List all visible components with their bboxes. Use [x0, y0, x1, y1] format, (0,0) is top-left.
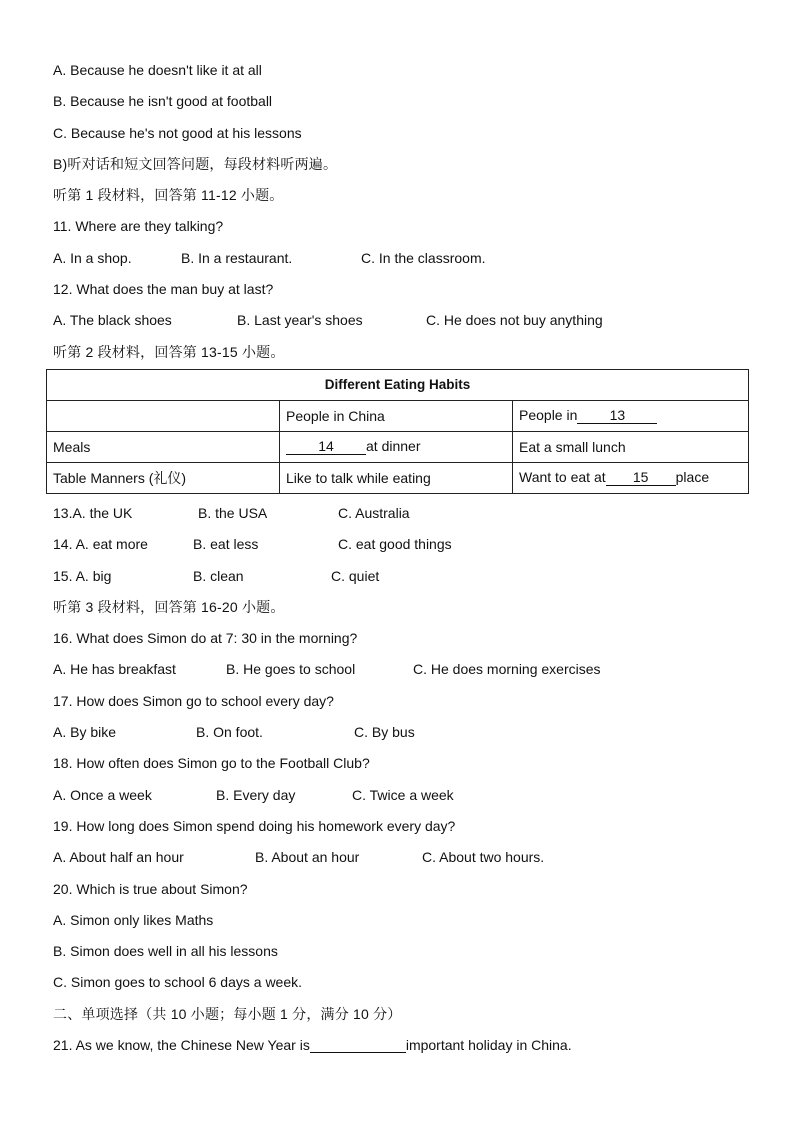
- q19-option-b: B. About an hour: [255, 849, 360, 866]
- q11-option-a: A. In a shop.: [53, 249, 132, 266]
- table-title-row: [47, 369, 749, 400]
- q18-options: [53, 780, 753, 811]
- row-manners-other-prefix: Want to eat at: [519, 469, 606, 486]
- row-meals-china-suffix: at dinner: [366, 438, 421, 455]
- table-header-china: People in China: [280, 400, 513, 431]
- q20-option-c: C. Simon goes to school 6 days a week.: [53, 974, 303, 991]
- eating-habits-table-wrap: [53, 369, 753, 498]
- q19-question: 19. How long does Simon spend doing his homework every day?: [53, 817, 456, 834]
- q16-options: [53, 654, 753, 685]
- q18-question: 18. How often does Simon go to the Football Club?: [53, 755, 370, 772]
- q16-option-a: A. He has breakfast: [53, 661, 176, 678]
- q21-suffix: important holiday in China.: [405, 1037, 572, 1054]
- q21-blank: [310, 1038, 406, 1053]
- q19-options: [53, 842, 753, 873]
- q20-question: 20. Which is true about Simon?: [53, 880, 248, 897]
- row-manners-china: Like to talk while eating: [280, 462, 513, 493]
- q13-option-b: B. the USA: [198, 504, 268, 521]
- q17-option-b: B. On foot.: [196, 724, 263, 741]
- q11-options: [53, 243, 753, 274]
- blank-15: 15: [606, 469, 676, 486]
- header-other-prefix: People in: [519, 407, 578, 424]
- q17-option-c: C. By bus: [354, 724, 415, 741]
- table-row: [47, 462, 749, 493]
- q11-option-c: C. In the classroom.: [361, 249, 486, 266]
- table-header-empty: [47, 400, 280, 431]
- q18-option-c: C. Twice a week: [352, 786, 454, 803]
- q21-prefix: 21. As we know, the Chinese New Year is: [53, 1037, 310, 1054]
- q12-options: [53, 305, 753, 336]
- table-title: Different Eating Habits: [47, 369, 749, 400]
- blank-14: 14: [286, 438, 366, 455]
- q12-option-b: B. Last year's shoes: [237, 312, 363, 329]
- table-row: [47, 431, 749, 462]
- q18-option-a: A. Once a week: [53, 786, 152, 803]
- q19-option-a: A. About half an hour: [53, 849, 184, 866]
- q12-option-a: A. The black shoes: [53, 312, 172, 329]
- q16-question: 16. What does Simon do at 7: 30 in the morning?: [53, 630, 358, 647]
- passage3-instruction: 听第 3 段材料，回答第 16-20 小题。: [53, 598, 285, 615]
- exam-page: [53, 55, 753, 1061]
- q16-option-b: B. He goes to school: [226, 661, 356, 678]
- q10-option-c: C. Because he's not good at his lessons: [53, 124, 302, 141]
- q17-option-a: A. By bike: [53, 724, 117, 741]
- q14-option-b: B. eat less: [193, 536, 259, 553]
- part2-heading: 二、单项选择（共 10 小题；每小题 1 分，满分 10 分）: [53, 1005, 402, 1022]
- q14-options: [53, 529, 753, 560]
- section-b-instruction: B)听对话和短文回答问题，每段材料听两遍。: [53, 155, 338, 172]
- row-manners-other: [513, 462, 749, 493]
- q10-option-b: B. Because he isn't good at football: [53, 93, 273, 110]
- q20-option-a: A. Simon only likes Maths: [53, 911, 214, 928]
- passage1-instruction: 听第 1 段材料，回答第 11-12 小题。: [53, 187, 284, 204]
- q20-option-b: B. Simon does well in all his lessons: [53, 943, 278, 960]
- q17-question: 17. How does Simon go to school every day?: [53, 692, 334, 709]
- q15-option-c: C. quiet: [331, 567, 380, 584]
- q14-option-a: 14. A. eat more: [53, 536, 148, 553]
- eating-habits-table: [46, 369, 749, 494]
- q10-option-a: A. Because he doesn't like it at all: [53, 62, 262, 78]
- q15-option-a: 15. A. big: [53, 567, 112, 584]
- q13-option-a: 13.A. the UK: [53, 504, 133, 521]
- q16-option-c: C. He does morning exercises: [413, 661, 601, 678]
- row-manners-label: Table Manners (礼仪): [47, 462, 280, 493]
- row-meals-china: [280, 431, 513, 462]
- q17-options: [53, 717, 753, 748]
- passage2-instruction: 听第 2 段材料，回答第 13-15 小题。: [53, 343, 285, 360]
- q21-question: [53, 1030, 753, 1061]
- q15-options: [53, 561, 753, 592]
- q11-question: 11. Where are they talking?: [53, 218, 224, 235]
- q15-option-b: B. clean: [193, 567, 244, 584]
- q12-question: 12. What does the man buy at last?: [53, 281, 274, 298]
- q13-option-c: C. Australia: [338, 504, 410, 521]
- blank-13: 13: [577, 407, 657, 424]
- table-header-other: [513, 400, 749, 431]
- q12-option-c: C. He does not buy anything: [426, 312, 603, 329]
- q11-option-b: B. In a restaurant.: [181, 249, 293, 266]
- row-manners-other-suffix: place: [675, 469, 710, 486]
- q18-option-b: B. Every day: [216, 786, 296, 803]
- table-header-row: [47, 400, 749, 431]
- q19-option-c: C. About two hours.: [422, 849, 545, 866]
- row-meals-label: Meals: [47, 431, 280, 462]
- q14-option-c: C. eat good things: [338, 536, 452, 553]
- q13-options: [53, 498, 753, 529]
- row-meals-other: Eat a small lunch: [513, 431, 749, 462]
